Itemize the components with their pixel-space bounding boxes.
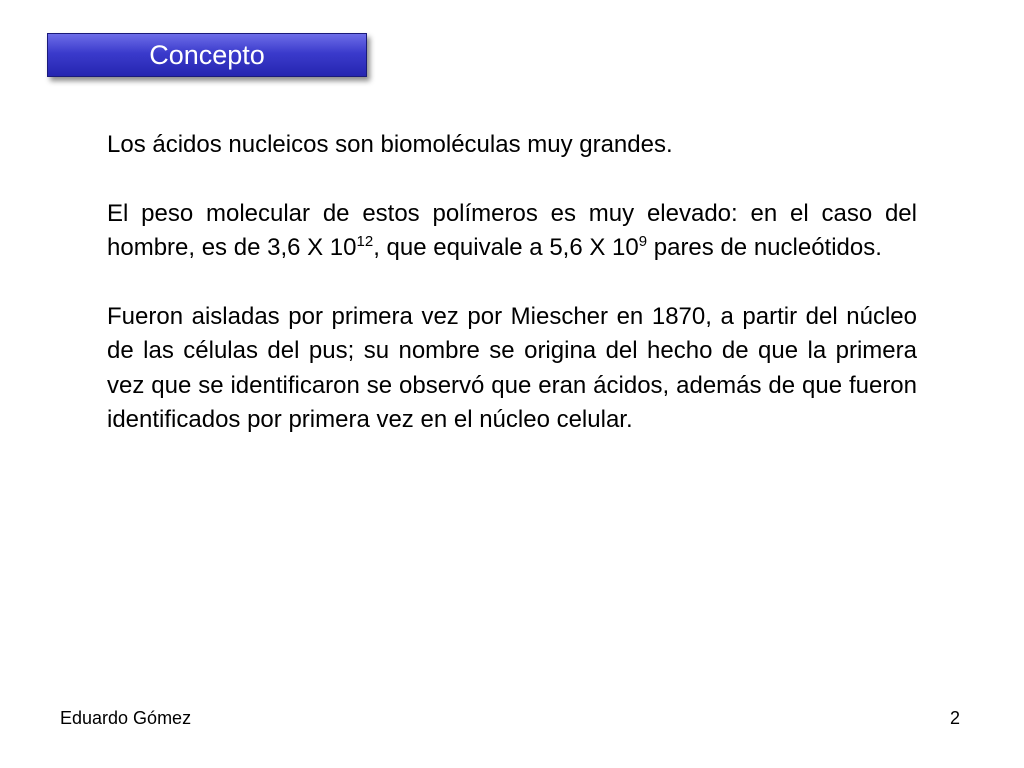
- paragraph-2-text-b: , que equivale a 5,6 X 10: [373, 234, 639, 261]
- exponent-9: 9: [638, 233, 648, 250]
- exponent-12: 12: [356, 233, 374, 250]
- paragraph-history: Fueron aisladas por primera vez por Miescher en 1870, a partir del núcleo de las células del pus; su nombre se origina del hecho de que la primera vez que se identificaron se observó que eran ácidos, además de que fueron identificados por primera vez en el núcleo celular.: [107, 302, 917, 433]
- paragraph-2-text-a: El peso molecular de estos polímeros es muy elevado: en el caso del hombre, es de 3,6 X 10: [107, 199, 917, 261]
- page-number: 2: [950, 708, 961, 728]
- slide-title: Concepto: [149, 39, 265, 70]
- title-banner: [47, 33, 367, 77]
- footer-author: Eduardo Gómez: [60, 708, 192, 728]
- paragraph-molecular-weight: [107, 197, 917, 266]
- paragraph-2-text-c: pares de nucleótidos.: [647, 234, 882, 261]
- slide-body: [107, 128, 917, 438]
- paragraph-intro: Los ácidos nucleicos son biomoléculas muy grandes.: [107, 131, 673, 158]
